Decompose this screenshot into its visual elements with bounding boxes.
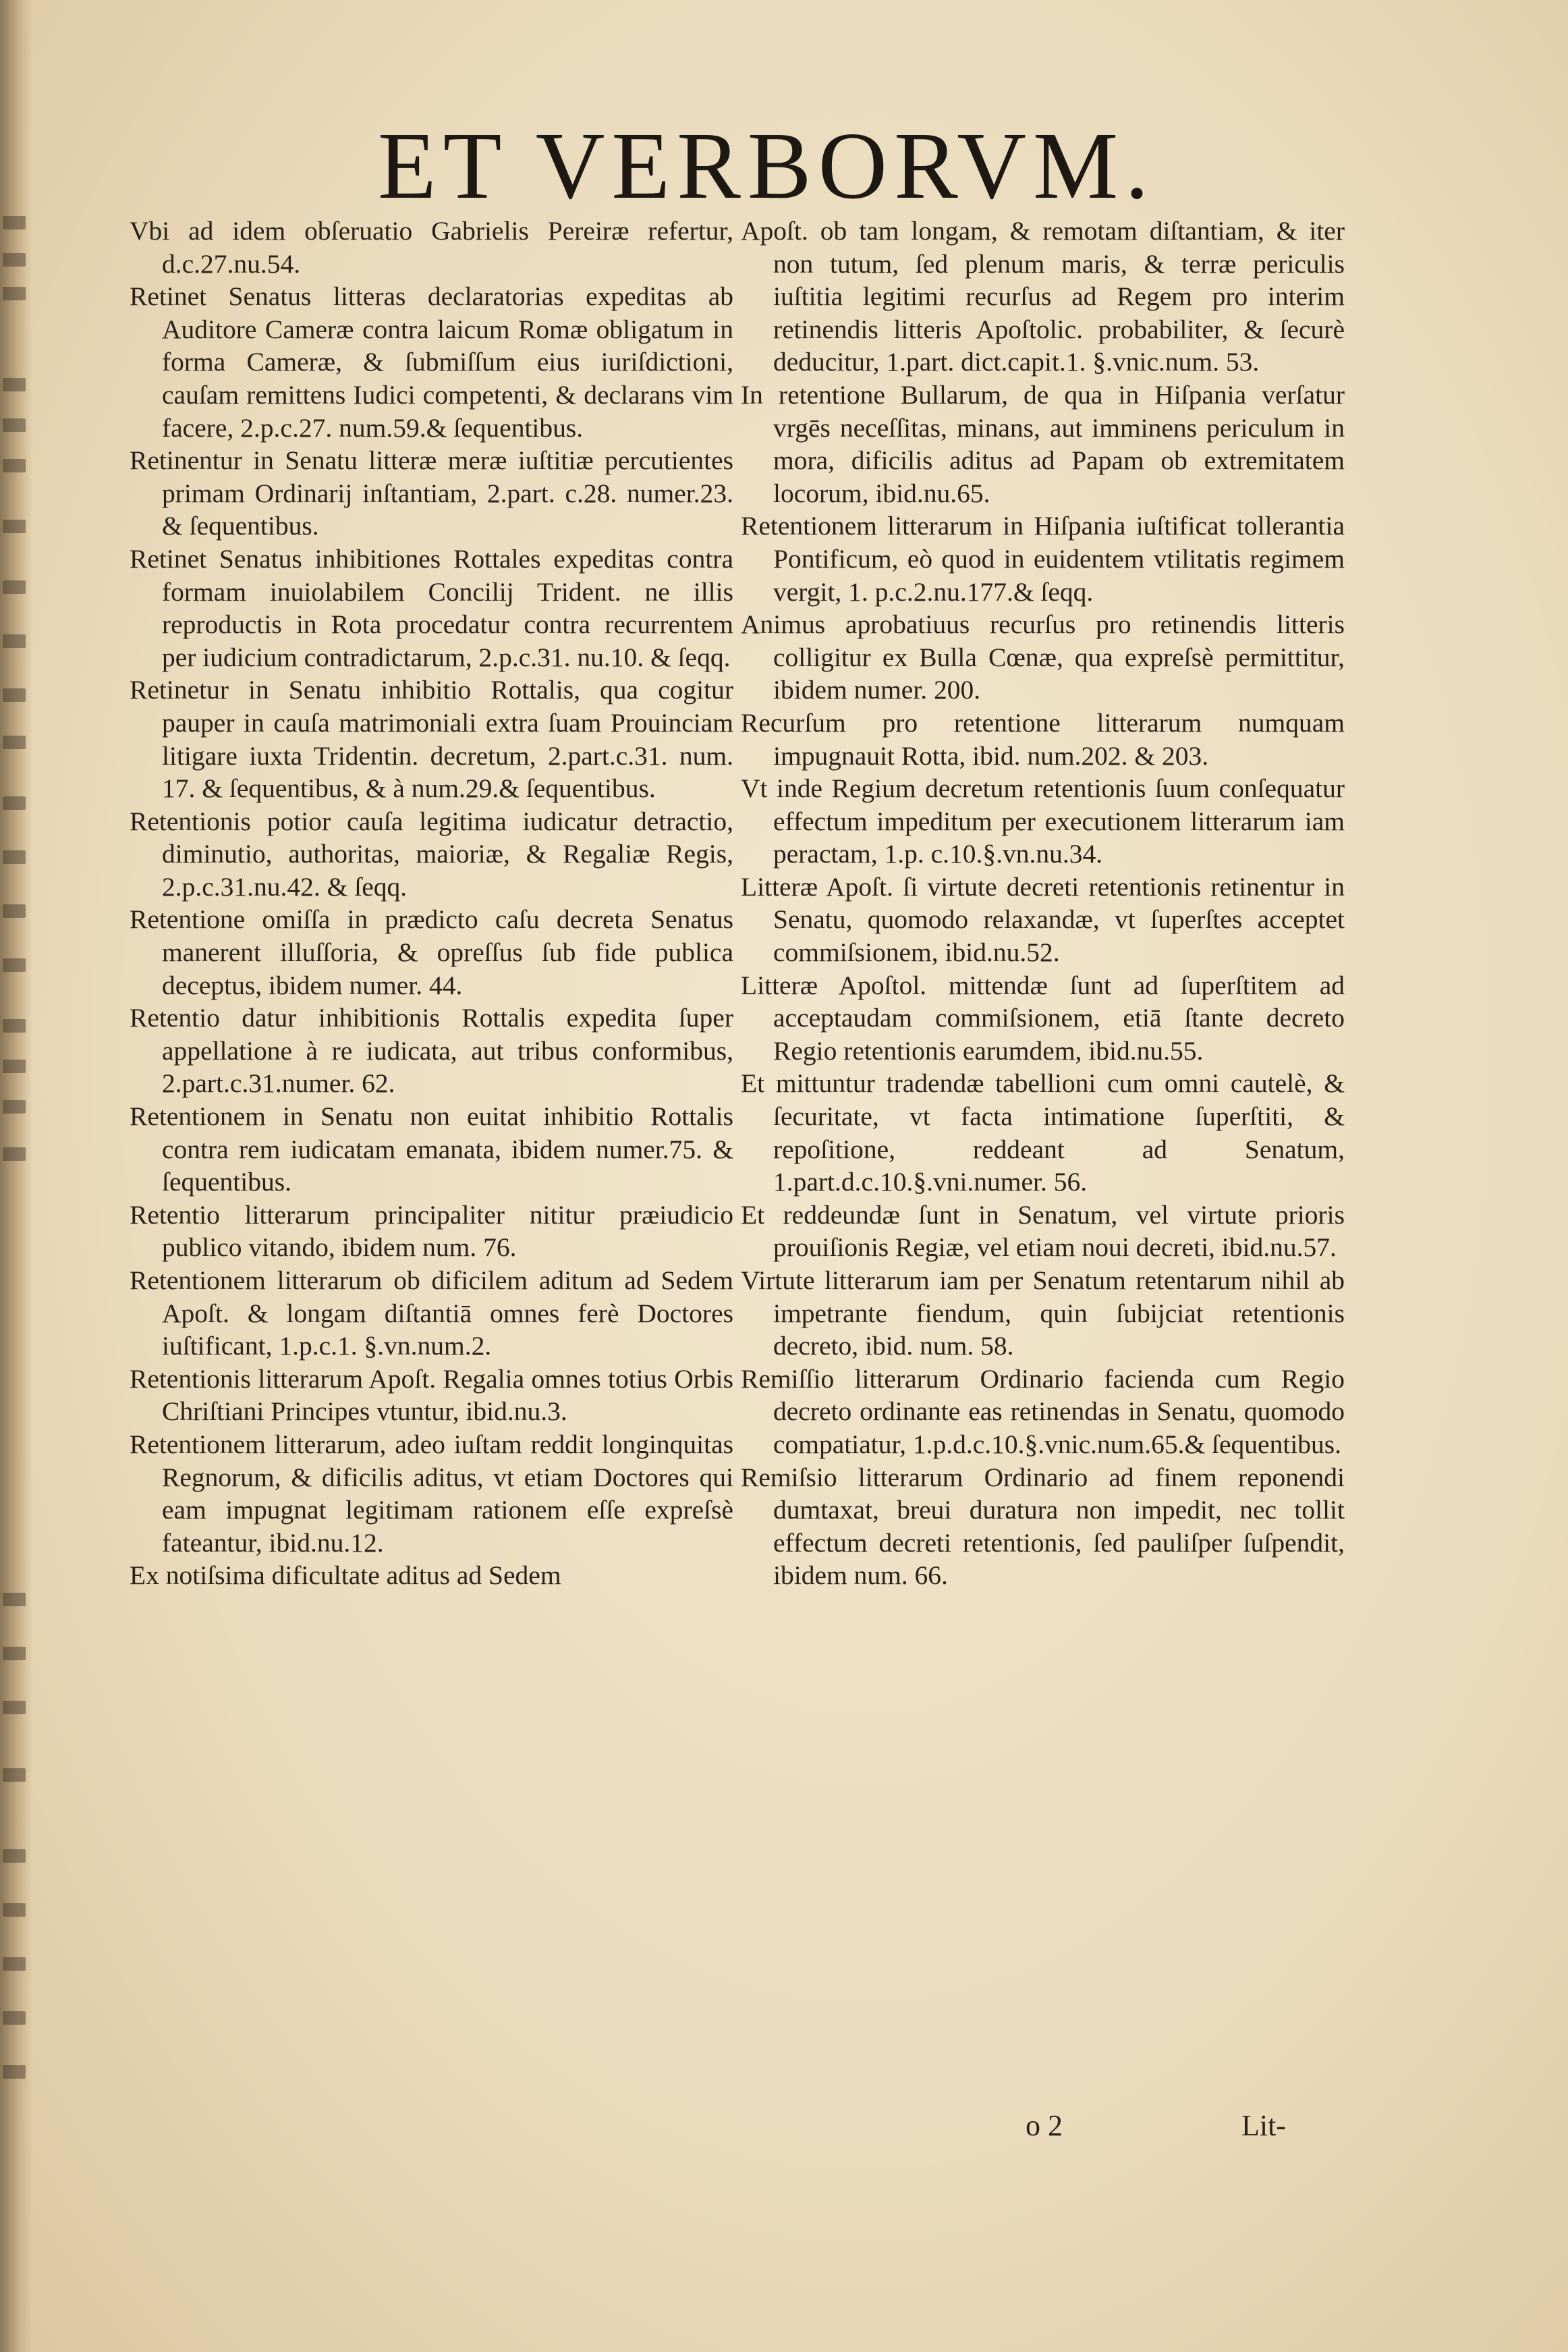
index-entry: Retentionem litterarum ob dificilem aditum ad Sedem Apoſt. & longam diſtantiā omnes ferè Doctores iuſtificant, 1.p.c.1. §.vn.num.2. (130, 1265, 733, 1361)
index-entry: Remiſſio litterarum Ordinario facienda cum Regio decreto ordinante eas retinendas in Senatu, quomodo compatiatur, 1.p.d.c.10.§.vnic.num.65.& ſequentibus. (741, 1363, 1345, 1459)
index-entry: Virtute litterarum iam per Senatum retentarum nihil ab impetrante fiendum, quin ſubijciat retentionis decreto, ibid. num. 58. (741, 1265, 1345, 1361)
signature-mark: o 2 (1026, 2109, 1063, 2142)
index-entry: Retinet Senatus litteras declaratorias expeditas ab Auditore Cameræ contra laicum Romæ obligatum in forma Cameræ, & ſubmiſſum eius iuriſdictioni, cauſam remittens Iudici competenti, & declarans vim facere, 2.p.c.27. num.59.& ſequentibus. (130, 281, 733, 443)
index-entry: Retentionem in Senatu non euitat inhibitio Rottalis contra rem iudicatam emanata, ibidem numer.75. & ſequentibus. (130, 1101, 733, 1197)
index-entry: Retentionem litterarum in Hiſpania iuſtificat tollerantia Pontificum, eò quod in euidentem vtilitatis regimem vergit, 1. p.c.2.nu.177.& ſeqq. (741, 511, 1345, 607)
index-entry: Vbi ad idem obſeruatio Gabrielis Pereiræ refertur, d.c.27.nu.54. (130, 216, 733, 279)
running-header: ET VERBORVM. (378, 112, 1156, 219)
index-column-right (741, 215, 1345, 1592)
index-entry: In retentione Bullarum, de qua in Hiſpania verſatur vrgēs neceſſitas, minans, aut imminens periculum in mora, dificilis aditus ad Papam ob extremitatem locorum, ibid.nu.65. (741, 379, 1345, 508)
index-entry: Et mittuntur tradendæ tabellioni cum omni cautelè, & ſecuritate, vt facta intimatione ſuperſtiti, & repoſitione, reddeant ad Senatum, 1.part.d.c.10.§.vni.numer. 56. (741, 1068, 1345, 1197)
index-entry: Retentio litterarum principaliter nititur præiudicio publico vitando, ibidem num. 76. (130, 1199, 733, 1263)
catchword: Lit- (1241, 2109, 1286, 2142)
index-entry: Animus aprobatiuus recurſus pro retinendis litteris colligitur ex Bulla Cœnæ, qua expreſsè permittitur, ibidem numer. 200. (741, 609, 1345, 705)
index-entry: Recurſum pro retentione litterarum numquam impugnauit Rotta, ibid. num.202. & 203. (741, 707, 1345, 771)
index-entry: Et reddeundæ ſunt in Senatum, vel virtute prioris prouiſionis Regiæ, vel etiam noui decreti, ibid.nu.57. (741, 1199, 1345, 1263)
index-entry: Vt inde Regium decretum retentionis ſuum conſequatur effectum impeditum per executionem litterarum iam peractam, 1.p. c.10.§.vn.nu.34. (741, 773, 1345, 869)
index-entry: Retinetur in Senatu inhibitio Rottalis, qua cogitur pauper in cauſa matrimoniali extra ſuam Prouinciam litigare iuxta Tridentin. decretum, 2.part.c.31. num. 17. & ſequentibus, & à num.29.& ſequentibus. (130, 675, 733, 804)
index-entry: Remiſsio litterarum Ordinario ad finem reponendi dumtaxat, breui duratura non impedit, nec tollit effectum decreti retentionis, ſed pauliſper ſuſpendit, ibidem num. 66. (741, 1462, 1345, 1591)
index-entry: Retentionis potior cauſa legitima iudicatur detractio, diminutio, authoritas, maioriæ, & Regaliæ Regis, 2.p.c.31.nu.42. & ſeqq. (130, 806, 733, 902)
binding-gutter (0, 0, 32, 2352)
index-entry: Apoſt. ob tam longam, & remotam diſtantiam, & iter non tutum, ſed plenum maris, & terræ periculis iuſtitia legitimi recurſus ad Regem pro interim retinendis litteris Apoſtolic. probabiliter, & ſecurè deducitur, 1.part. dict.capit.1. §.vnic.num. 53. (741, 216, 1345, 377)
index-entry: Litteræ Apoſtol. mittendæ ſunt ad ſuperſtitem ad acceptaudam commiſsionem, etiā ſtante decreto Regio retentionis earumdem, ibid.nu.55. (741, 970, 1345, 1066)
index-column-left (130, 215, 733, 1592)
index-entry: Litteræ Apoſt. ſi virtute decreti retentionis retinentur in Senatu, quomodo relaxandæ, vt ſuperſtes acceptet commiſsionem, ibid.nu.52. (741, 871, 1345, 968)
index-entry: Retinentur in Senatu litteræ meræ iuſtitiæ percutientes primam Ordinarij inſtantiam, 2.part. c.28. numer.23. & ſequentibus. (130, 445, 733, 541)
index-entry: Retentionem litterarum, adeo iuſtam reddit longinquitas Regnorum, & dificilis aditus, vt etiam Doctores qui eam impugnat legitimam rationem eſſe expreſsè fateantur, ibid.nu.12. (130, 1429, 733, 1558)
index-entry: Retentio datur inhibitionis Rottalis expedita ſuper appellatione à re iudicata, aut tribus conformibus, 2.part.c.31.numer. 62. (130, 1003, 733, 1099)
index-entry: Retinet Senatus inhibitiones Rottales expeditas contra formam inuiolabilem Concilij Trident. ne illis reproductis in Rota procedatur contra recurrentem per iudicium contradictarum, 2.p.c.31. nu.10. & ſeqq. (130, 543, 733, 672)
index-entry: Retentione omiſſa in prædicto caſu decreta Senatus manerent illuſſoria, & opreſſus ſub fide publica deceptus, ibidem numer. 44. (130, 904, 733, 1000)
index-entry: Retentionis litterarum Apoſt. Regalia omnes totius Orbis Chriſtiani Principes vtuntur, ibid.nu.3. (130, 1363, 733, 1427)
index-entry: Ex notiſsima dificultate aditus ad Sedem (130, 1560, 561, 1591)
